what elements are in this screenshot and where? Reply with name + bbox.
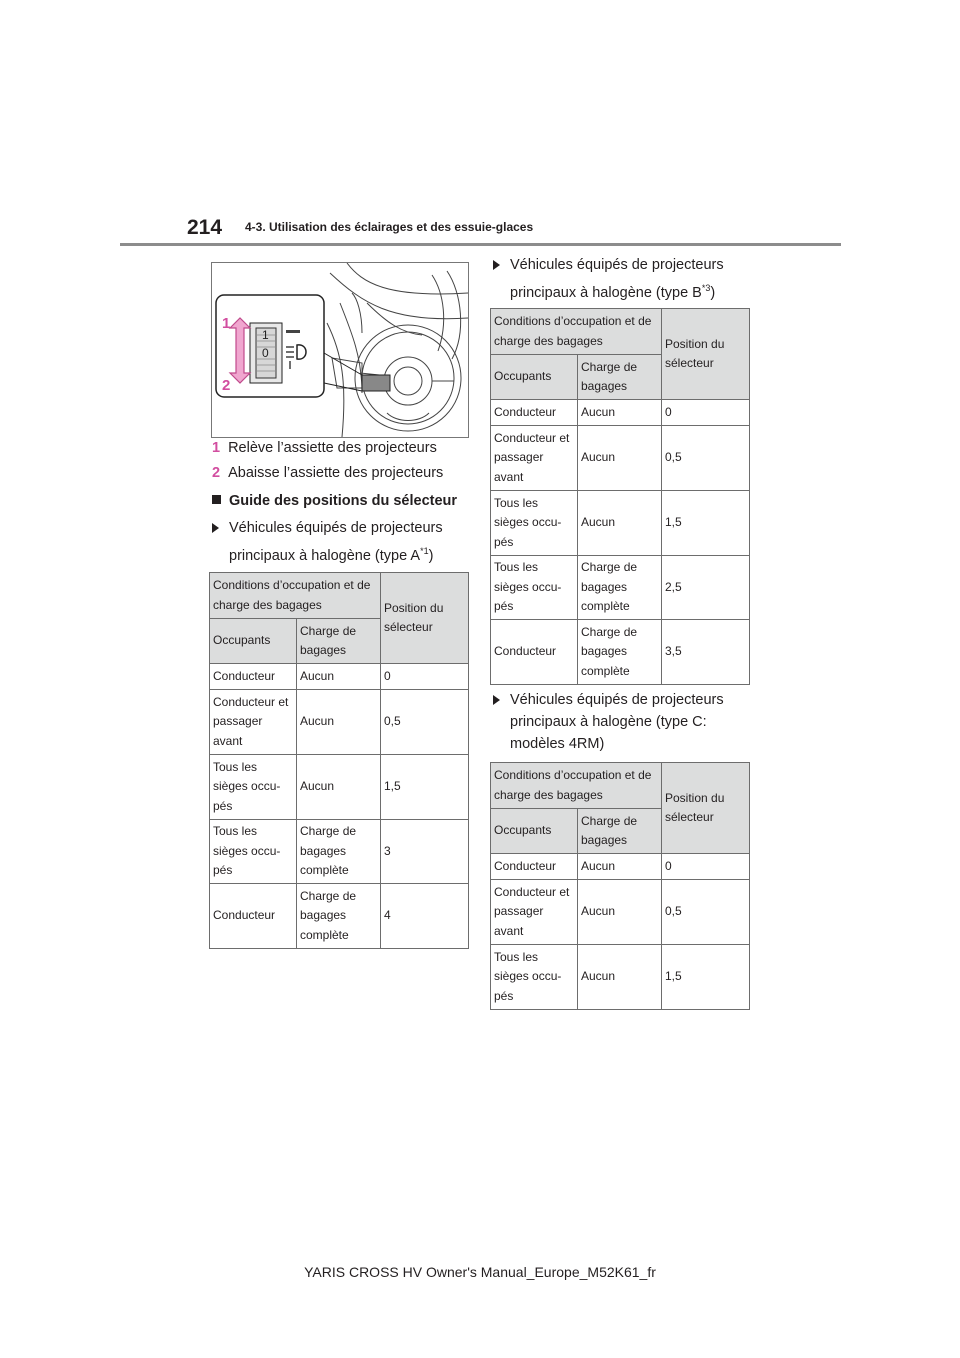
legend-text: Relève l’assiette des projecteurs bbox=[228, 440, 437, 456]
table-row: Conducteur et passager avant Aucun 0,5 bbox=[491, 880, 750, 945]
legend-number: 1 bbox=[212, 440, 221, 456]
callout-label-down: 2 bbox=[222, 377, 231, 394]
table-type-a bbox=[209, 572, 469, 949]
callout-label-up: 1 bbox=[222, 315, 231, 332]
header-occupants: Occupants bbox=[210, 619, 297, 664]
section-line: Véhicules équipés de projecteurs bbox=[229, 520, 443, 536]
header-conditions: Conditions d’occupation et de charge des bagages bbox=[491, 763, 662, 809]
header-charge: Charge de bagages bbox=[578, 809, 662, 854]
header-charge: Charge de bagages bbox=[578, 355, 662, 400]
header-position: Position du sélecteur bbox=[381, 573, 469, 664]
table-type-c bbox=[490, 762, 750, 1010]
triangle-bullet-icon bbox=[493, 260, 500, 270]
triangle-bullet-icon bbox=[493, 695, 500, 705]
section-line: modèles 4RM) bbox=[510, 736, 605, 752]
header-conditions: Conditions d’occupation et de charge des bagages bbox=[210, 573, 381, 619]
table-row: Tous les sièges occu-pés Aucun 1,5 bbox=[210, 755, 469, 820]
section-title: 4-3. Utilisation des éclairages et des essuie-glaces bbox=[245, 220, 534, 234]
legend-item bbox=[212, 465, 443, 481]
footnote-ref: *1 bbox=[420, 546, 429, 557]
square-bullet-icon bbox=[212, 495, 221, 504]
header-conditions: Conditions d’occupation et de charge des bagages bbox=[491, 309, 662, 355]
section-line: Véhicules équipés de projecteurs bbox=[510, 692, 724, 708]
table-row: Tous les sièges occu-pés Charge de bagages complète 3 bbox=[210, 820, 469, 884]
section-line: principaux à halogène (type $B^{*3}$) bbox=[510, 283, 716, 301]
legend-number: 2 bbox=[212, 465, 221, 481]
header-occupants: Occupants bbox=[491, 809, 578, 854]
header-position: Position du sélecteur bbox=[662, 309, 750, 400]
header-rule bbox=[120, 243, 841, 246]
table-row: Conducteur Aucun 0 bbox=[491, 854, 750, 880]
table-row: Conducteur Charge de bagages complète 4 bbox=[210, 884, 469, 949]
header-charge: Charge de bagages bbox=[297, 619, 381, 664]
section-line: principaux à halogène (type C: bbox=[510, 714, 707, 730]
guide-heading bbox=[212, 493, 457, 509]
header-position: Position du sélecteur bbox=[662, 763, 750, 854]
table-row: Tous les sièges occu-pés Aucun 1,5 bbox=[491, 491, 750, 556]
footer-manual-title: YARIS CROSS HV Owner's Manual_Europe_M52K61_fr bbox=[304, 1264, 656, 1280]
dashboard-drawing bbox=[212, 263, 468, 437]
page-number: 214 bbox=[187, 216, 223, 239]
table-row: Conducteur Charge de bagages complète 3,5 bbox=[491, 620, 750, 685]
table-row: Tous les sièges occu-pés Aucun 1,5 bbox=[491, 945, 750, 1010]
table-type-b bbox=[490, 308, 750, 685]
table-row: Conducteur Aucun 0 bbox=[210, 664, 469, 690]
headlight-leveling-illustration bbox=[211, 262, 469, 438]
section-line: principaux à halogène (type $A^{*1}$) bbox=[229, 546, 434, 564]
table-row: Conducteur et passager avant Aucun 0,5 bbox=[491, 426, 750, 491]
section-line: Véhicules équipés de projecteurs bbox=[510, 257, 724, 273]
table-row: Conducteur et passager avant Aucun 0,5 bbox=[210, 690, 469, 755]
dial-label-top: 1 bbox=[262, 328, 269, 342]
table-row: Conducteur Aucun 0 bbox=[491, 400, 750, 426]
triangle-bullet-icon bbox=[212, 523, 219, 533]
legend-text: Abaisse l’assiette des projecteurs bbox=[228, 465, 444, 481]
footnote-ref: *3 bbox=[701, 283, 711, 294]
dial-label-bottom: 0 bbox=[262, 346, 269, 360]
guide-heading-text: Guide des positions du sélecteur bbox=[229, 493, 458, 509]
table-row: Tous les sièges occu-pés Charge de bagages complète 2,5 bbox=[491, 556, 750, 620]
legend-item bbox=[212, 440, 437, 456]
header-occupants: Occupants bbox=[491, 355, 578, 400]
